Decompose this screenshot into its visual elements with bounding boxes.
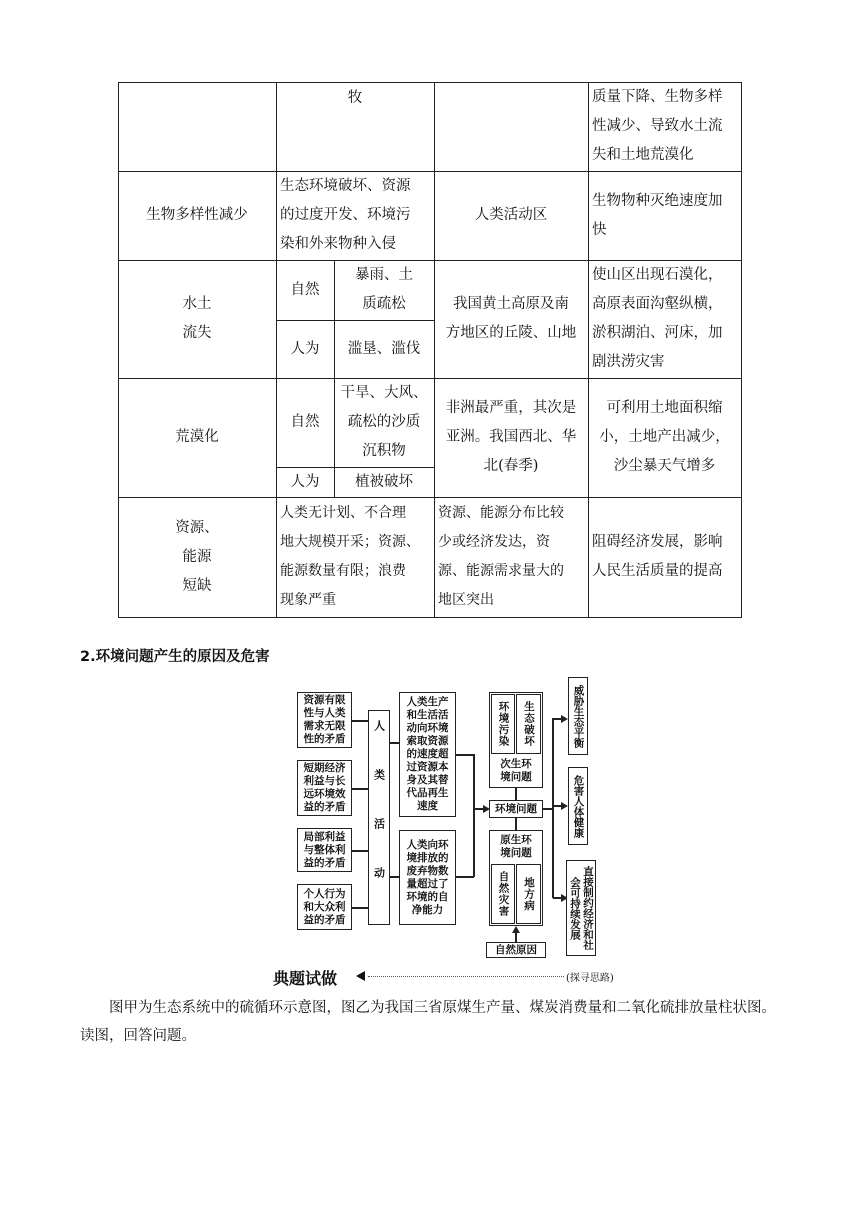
table-cell bbox=[588, 171, 741, 260]
table-cell bbox=[434, 497, 588, 617]
secondary-problem-label: 次生环 境问题 bbox=[491, 756, 541, 786]
table-cell bbox=[434, 171, 588, 260]
primary-problem-label: 原生环 境问题 bbox=[491, 832, 541, 862]
cell-text: 人为 bbox=[290, 473, 320, 490]
table-cell bbox=[334, 378, 434, 467]
table-cell bbox=[588, 82, 741, 171]
question-text bbox=[80, 994, 780, 1050]
cell-text: 资源、能源分布比较 少或经济发达，资 源、能源需求量大的 地区突出 bbox=[438, 505, 564, 608]
table-cell bbox=[588, 260, 741, 378]
cell-text: 滥垦、滥伐 bbox=[347, 340, 421, 357]
row-label: 荒漠化 bbox=[175, 429, 219, 445]
table-cell bbox=[276, 320, 334, 378]
cell-text: 非洲最严重，其次是 亚洲。我国西北、华 北(春季) bbox=[445, 400, 577, 474]
cell-text: 暴雨、土 质疏松 bbox=[355, 267, 413, 312]
table-cell bbox=[334, 260, 434, 320]
natural-cause-box: 自然原因 bbox=[486, 942, 546, 958]
section-heading: 2.环境问题产生的原因及危害 bbox=[80, 649, 270, 665]
cause-box: 个人行为 和大众利 益的矛盾 bbox=[297, 884, 352, 930]
cell-text: 质量下降、生物多样 性减少、导致水土流 失和土地荒漠化 bbox=[592, 89, 723, 163]
pollution-box: 环境污染 bbox=[491, 694, 515, 754]
env-problem-box: 环境问题 bbox=[489, 800, 543, 818]
cause-box: 资源有限 性与人类 需求无限 性的矛盾 bbox=[297, 692, 352, 748]
impact-box: 威胁生态平衡 bbox=[568, 677, 588, 755]
table-cell bbox=[118, 171, 276, 260]
row-label: 生物多样性减少 bbox=[146, 207, 248, 223]
cell-text: 自然 bbox=[290, 414, 320, 430]
eco-damage-box: 生态破坏 bbox=[516, 694, 541, 754]
table-cell bbox=[118, 378, 276, 497]
mechanism-box: 人类生产 和生活活 动向环境 索取资源 的速度超 过资源本 身及其替 代品再生 速度 bbox=[399, 692, 456, 817]
row-label: 资源、 能源 短缺 bbox=[175, 519, 219, 594]
endemic-box: 地方病 bbox=[516, 864, 541, 924]
table-cell bbox=[434, 378, 588, 497]
impact-box: 危害人体健康 bbox=[568, 767, 588, 845]
cell-text: 生态环境破坏、资源 的过度开发、环境污 染和外来物种入侵 bbox=[280, 178, 411, 252]
table-cell bbox=[588, 378, 741, 497]
table-cell bbox=[276, 260, 334, 320]
table-cell bbox=[434, 260, 588, 378]
table-cell bbox=[118, 497, 276, 617]
row-label: 水土 流失 bbox=[182, 296, 212, 341]
cell-text: 使山区出现石漠化， 高原表面沟壑纵横， 淤积湖泊、河床，加 剧洪涝灾害 bbox=[592, 267, 723, 370]
cell-text: 自然 bbox=[290, 281, 320, 298]
mechanism-box: 人类向环 境排放的 废弃物数 量超过了 环境的自 净能力 bbox=[399, 830, 456, 925]
question-paragraph: 图甲为生态系统中的硫循环示意图，图乙为我国三省原煤生产量、煤炭消费量和二氧化硫排放量柱状图。读图，回答问题。 bbox=[80, 1000, 776, 1044]
cell-text: 可利用土地面积缩 小，土地产出减少， 沙尘暴天气增多 bbox=[599, 400, 730, 474]
table-cell bbox=[588, 497, 741, 617]
cell-text: 植被破坏 bbox=[355, 473, 413, 490]
table-cell bbox=[276, 82, 434, 171]
table-cell bbox=[276, 378, 334, 467]
banner-arrow-icon bbox=[356, 971, 365, 981]
table-cell bbox=[276, 497, 434, 617]
cell-text: 阻碍经济发展，影响 人民生活质量的提高 bbox=[592, 534, 723, 579]
banner-title: 典题试做 bbox=[273, 969, 338, 988]
cell-text: 我国黄土高原及南 方地区的丘陵、山地 bbox=[445, 296, 577, 341]
table-cell bbox=[334, 467, 434, 497]
table-cell bbox=[276, 171, 434, 260]
disaster-box: 自然灾害 bbox=[491, 864, 515, 924]
cell-text: 生物物种灭绝速度加 快 bbox=[592, 192, 723, 238]
table-cell bbox=[276, 467, 334, 497]
cell-text: 人类无计划、不合理 地大规模开采；资源、 能源数量有限；浪费 现象严重 bbox=[280, 505, 420, 608]
banner-hint: (探寻思路) bbox=[566, 973, 614, 984]
cell-text: 人类活动区 bbox=[474, 207, 548, 223]
cause-box: 短期经济 利益与长 远环境效 益的矛盾 bbox=[297, 760, 352, 816]
cause-box: 局部利益 与整体利 益的矛盾 bbox=[297, 828, 352, 872]
table-cell bbox=[118, 260, 276, 378]
banner-dotted-rule bbox=[368, 976, 564, 977]
human-activity-box: 人类活动 bbox=[368, 710, 390, 925]
table-cell bbox=[334, 320, 434, 378]
cell-text: 干旱、大风、 疏松的沙质 沉积物 bbox=[340, 385, 428, 459]
cell-text: 牧 bbox=[347, 90, 363, 106]
impact-box: 直接制约经济和社会可持续发展 bbox=[566, 860, 596, 956]
cell-text: 人为 bbox=[290, 340, 320, 357]
